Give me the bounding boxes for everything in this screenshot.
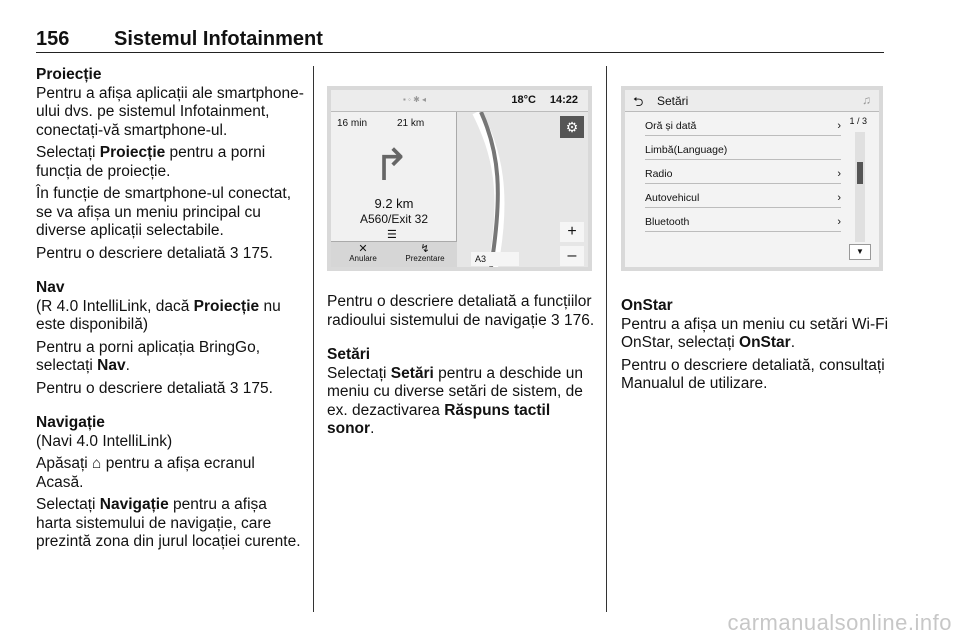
status-bar <box>331 90 588 112</box>
map-view <box>457 112 588 267</box>
settings-title: Setări <box>657 94 689 108</box>
turn-distance: 9.2 km <box>374 196 414 211</box>
list-item[interactable]: Limbă(Language) <box>645 136 841 160</box>
page-header <box>36 28 884 52</box>
settings-header <box>625 90 879 112</box>
scroll-down-button[interactable]: ▼ <box>849 244 871 260</box>
status-icons: ▪ ◦ ✱ ◂ <box>403 95 427 104</box>
page-ref-icon: 3 <box>229 244 239 262</box>
page-ref-icon: 3 <box>551 311 560 329</box>
temperature: 18°C <box>511 94 536 106</box>
page-indicator: 1 / 3 <box>849 116 867 126</box>
gear-icon[interactable]: ⚙ <box>560 116 584 138</box>
paragraph: Pentru o descriere detaliată, consultați Manualul de utilizare. <box>621 356 885 392</box>
turn-arrow-icon: ↱ <box>373 141 410 190</box>
paragraph: Pentru a porni aplicația BringGo, selectați Nav. <box>36 338 261 374</box>
paragraph: Selectați Navigație pentru a afișa harta sistemului de navigație, care prezintă zona din jurul locației curente. <box>36 496 301 550</box>
scroll-thumb[interactable] <box>857 162 863 184</box>
paragraph: Selectați Proiecție pentru a porni funcția de proiecție. <box>36 144 266 180</box>
navigation-screenshot <box>327 86 592 271</box>
settings-screenshot <box>621 86 883 271</box>
list-icon: ☰ <box>387 229 397 241</box>
paragraph: (Navi 4.0 IntelliLink) <box>36 432 173 450</box>
column-3 <box>621 297 889 398</box>
list-item[interactable]: Oră și dată › <box>645 112 841 136</box>
paragraph: (R 4.0 IntelliLink, dacă Proiecție nu este disponibilă) <box>36 297 281 333</box>
list-item[interactable]: Autovehicul › <box>645 184 841 208</box>
paragraph: În funcție de smartphone-ul conectat, se va afișa un meniu principal cu diverse aplicații selectabile. <box>36 185 292 239</box>
section-heading-proiectie: Proiecție <box>36 66 102 83</box>
paragraph: Selectați Setări pentru a deschide un meniu cu diverse setări de sistem, de ex. dezactivarea Răspuns tactil sonor. <box>327 364 583 437</box>
paragraph: Pentru o descriere detaliată 3 175. <box>36 379 273 397</box>
clock: 14:22 <box>549 94 578 106</box>
chevron-right-icon: › <box>837 216 841 228</box>
page-ref-icon: 3 <box>229 379 239 397</box>
chevron-right-icon: › <box>837 120 841 132</box>
music-icon: ♫ <box>862 93 871 107</box>
zoom-out-button[interactable]: – <box>560 246 584 266</box>
chevron-right-icon: › <box>837 192 841 204</box>
list-item[interactable]: Bluetooth › <box>645 208 841 232</box>
column-divider <box>313 66 314 612</box>
exit-label: A560/Exit 32 <box>359 212 429 226</box>
overview-button[interactable]: ↯ Prezentare <box>395 244 455 264</box>
section-heading-nav: Nav <box>36 279 65 296</box>
scrollbar[interactable] <box>855 132 865 242</box>
guidance-panel <box>331 112 457 267</box>
back-icon[interactable]: ⮌ <box>633 94 644 109</box>
paragraph: Pentru a afișa aplicații ale smartphone-ului dvs. pe sistemul Infotainment, conectați-vă smartphone-ul. <box>36 84 304 139</box>
paragraph: Pentru a afișa un meniu cu setări Wi-Fi OnStar, selectați OnStar. <box>621 315 889 351</box>
paragraph: Pentru o descriere detaliată a funcțiilor radioului sistemului de navigație 3 176. <box>327 293 595 329</box>
header-rule <box>36 52 884 53</box>
paragraph: Apăsați ⌂ pentru a afișa ecranul Acasă. <box>36 455 255 491</box>
page-number: 156 <box>36 28 70 50</box>
close-icon: ✕ <box>358 243 368 255</box>
paragraph: Pentru o descriere detaliată 3 175. <box>36 244 273 262</box>
list-item[interactable]: Radio › <box>645 160 841 184</box>
guidance-buttons <box>331 241 457 267</box>
column-2 <box>327 293 595 443</box>
watermark: carmanualsonline.info <box>727 610 952 635</box>
home-icon: ⌂ <box>92 455 102 472</box>
road-label: A3 <box>471 252 519 266</box>
settings-list <box>625 112 879 267</box>
section-heading-navigatie: Navigație <box>36 414 105 431</box>
column-divider <box>606 66 607 612</box>
column-1 <box>36 66 304 556</box>
route-icon: ↯ <box>420 243 430 255</box>
page-title: Sistemul Infotainment <box>114 28 323 50</box>
zoom-in-button[interactable]: + <box>560 222 584 242</box>
chevron-right-icon: › <box>837 168 841 180</box>
remaining-distance: 21 km <box>397 118 425 129</box>
section-heading-onstar: OnStar <box>621 297 673 314</box>
section-heading-setari: Setări <box>327 346 371 363</box>
cancel-button[interactable]: ✕ Anulare <box>333 244 393 264</box>
eta: 16 min <box>337 118 368 129</box>
